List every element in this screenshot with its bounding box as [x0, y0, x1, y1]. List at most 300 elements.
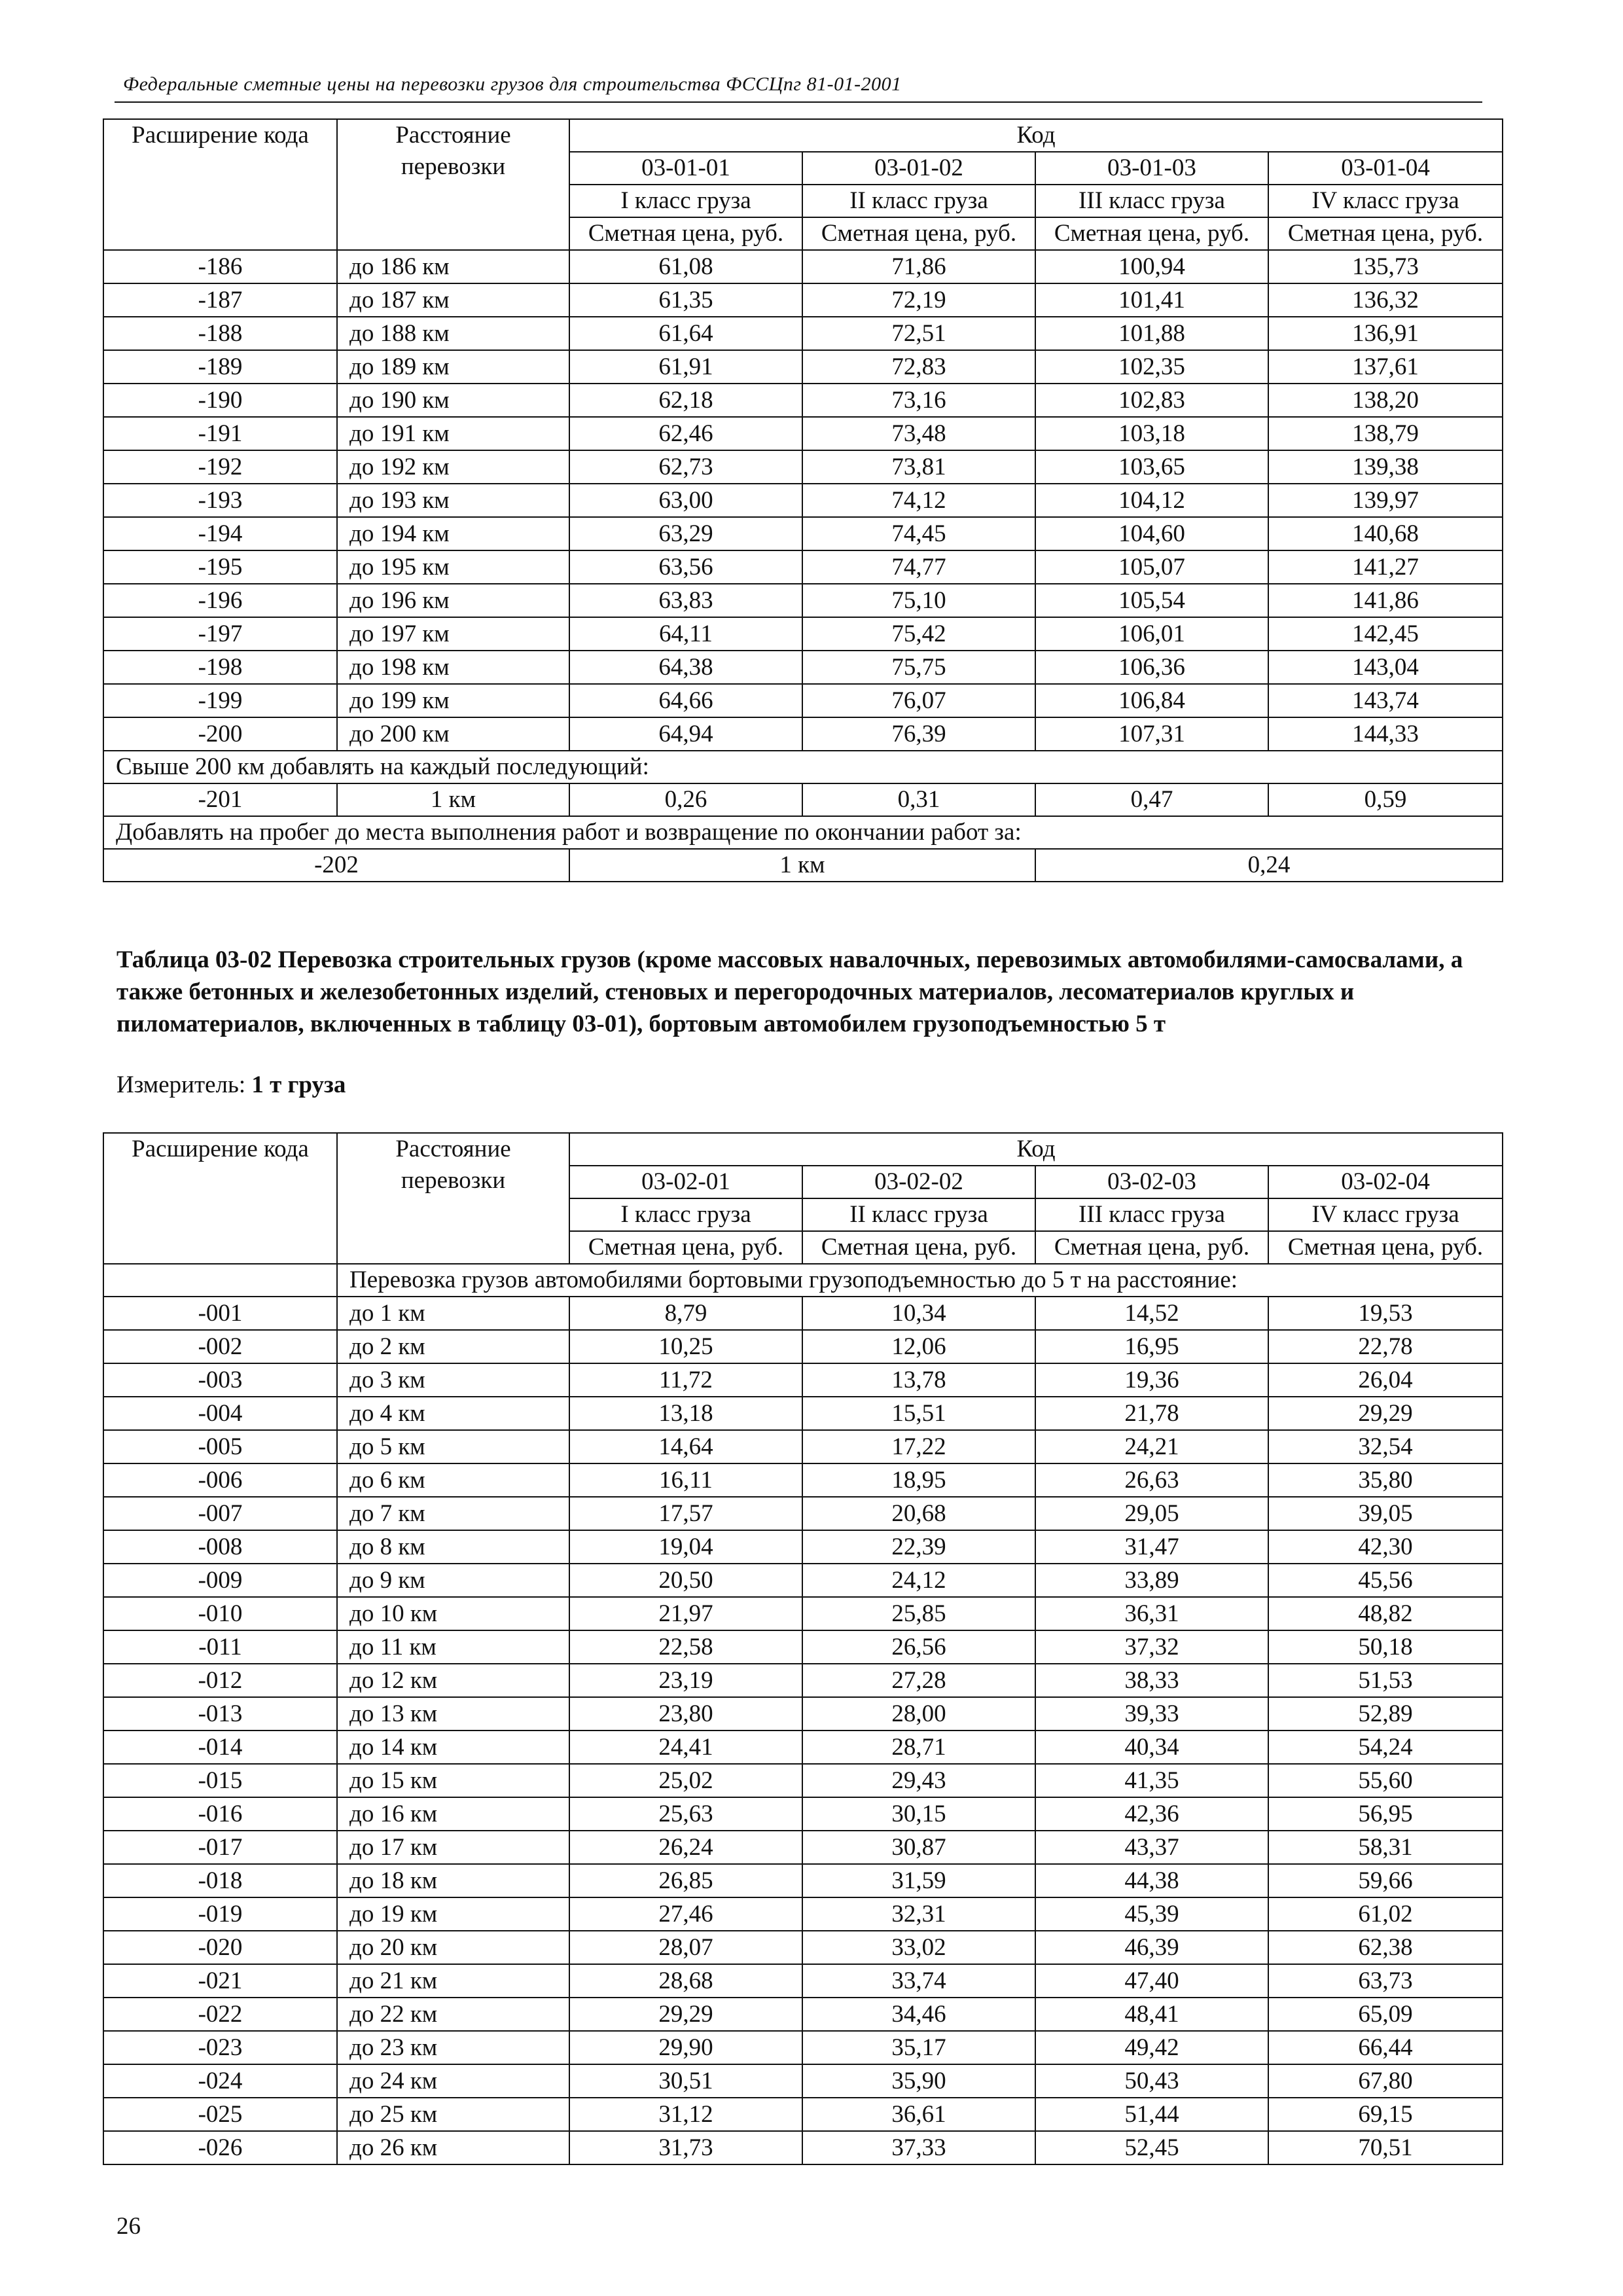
price-cell: 19,53: [1268, 1297, 1503, 1330]
price-cell: 35,17: [802, 2031, 1035, 2064]
code-extension-cell: -006: [103, 1463, 337, 1497]
header-estimated-price: Сметная цена, руб.: [1035, 217, 1268, 250]
distance-cell: до 17 км: [337, 1831, 569, 1864]
price-cell: 64,66: [569, 684, 802, 717]
price-cell: 30,87: [802, 1831, 1035, 1864]
code-extension-cell: -002: [103, 1330, 337, 1363]
price-cell: 75,42: [802, 617, 1035, 651]
price-cell: 29,29: [1268, 1397, 1503, 1430]
code-extension-cell: -012: [103, 1664, 337, 1697]
price-cell: 37,32: [1035, 1630, 1268, 1664]
price-cell: 25,63: [569, 1797, 802, 1831]
price-cell: 136,91: [1268, 317, 1503, 350]
distance-cell: до 20 км: [337, 1931, 569, 1964]
price-cell: 8,79: [569, 1297, 802, 1330]
code-extension-cell: -191: [103, 417, 337, 450]
distance-cell: до 21 км: [337, 1964, 569, 1998]
running-header: Федеральные сметные цены на перевозки грузов для строительства ФССЦпг 81-01-2001: [123, 73, 902, 95]
code-extension-cell: -189: [103, 350, 337, 384]
table-row: [103, 1564, 1503, 1597]
price-cell: 23,19: [569, 1664, 802, 1697]
price-cell: 11,72: [569, 1363, 802, 1397]
header-estimated-price: Сметная цена, руб.: [1268, 1231, 1503, 1264]
price-cell: 74,12: [802, 484, 1035, 517]
price-cell: 137,61: [1268, 350, 1503, 384]
code-extension-cell: -003: [103, 1363, 337, 1397]
price-cell: 29,43: [802, 1764, 1035, 1797]
price-cell: 45,56: [1268, 1564, 1503, 1597]
price-cell: 143,04: [1268, 651, 1503, 684]
price-cell: 106,36: [1035, 651, 1268, 684]
price-cell: 22,78: [1268, 1330, 1503, 1363]
table-row: [103, 1831, 1503, 1864]
header-code-extension: Расширение кода: [103, 119, 337, 250]
price-cell: 15,51: [802, 1397, 1035, 1430]
price-cell: 42,36: [1035, 1797, 1268, 1831]
distance-cell: до 188 км: [337, 317, 569, 350]
distance-cell: до 198 км: [337, 651, 569, 684]
table-row: [103, 350, 1503, 384]
price-cell: 76,07: [802, 684, 1035, 717]
price-cell: 63,83: [569, 584, 802, 617]
price-cell: 100,94: [1035, 250, 1268, 283]
header-code: 03-01-01: [569, 152, 802, 185]
price-cell: 32,54: [1268, 1430, 1503, 1463]
table-row: [103, 684, 1503, 717]
header-kod: Код: [569, 1133, 1503, 1166]
distance-cell: до 22 км: [337, 1998, 569, 2031]
code-extension-cell: -193: [103, 484, 337, 517]
code-extension-cell: -004: [103, 1397, 337, 1430]
price-cell: 65,09: [1268, 1998, 1503, 2031]
price-cell: 141,27: [1268, 550, 1503, 584]
price-cell: 30,15: [802, 1797, 1035, 1831]
price-cell: 61,02: [1268, 1897, 1503, 1931]
price-cell: 32,31: [802, 1897, 1035, 1931]
price-cell: 46,39: [1035, 1931, 1268, 1964]
price-cell: 62,18: [569, 384, 802, 417]
price-cell: 48,41: [1035, 1998, 1268, 2031]
distance-cell: до 26 км: [337, 2131, 569, 2164]
table-row: [103, 717, 1503, 751]
table-row: [103, 1731, 1503, 1764]
table-row: [103, 584, 1503, 617]
code-extension-cell: -015: [103, 1764, 337, 1797]
price-cell: 141,86: [1268, 584, 1503, 617]
distance-cell: до 16 км: [337, 1797, 569, 1831]
price-cell: 103,18: [1035, 417, 1268, 450]
price-cell: 33,74: [802, 1964, 1035, 1998]
table-row: [103, 2031, 1503, 2064]
distance-cell: до 23 км: [337, 2031, 569, 2064]
code-extension-cell: -018: [103, 1864, 337, 1897]
header-code: 03-01-02: [802, 152, 1035, 185]
header-code: 03-02-01: [569, 1166, 802, 1198]
price-cell: 104,60: [1035, 517, 1268, 550]
header-distance: Расстояние перевозки: [337, 119, 569, 250]
code-extension-cell: -187: [103, 283, 337, 317]
price-cell: 31,47: [1035, 1530, 1268, 1564]
price-cell: 62,38: [1268, 1931, 1503, 1964]
code-extension-cell: -019: [103, 1897, 337, 1931]
price-cell: 27,46: [569, 1897, 802, 1931]
price-cell: 30,51: [569, 2064, 802, 2098]
page-number: 26: [116, 2213, 141, 2240]
table-row: [103, 617, 1503, 651]
header-code: 03-01-04: [1268, 152, 1503, 185]
table-row: [103, 1297, 1503, 1330]
price-cell: 105,07: [1035, 550, 1268, 584]
price-cell: 54,24: [1268, 1731, 1503, 1764]
code-extension-cell: -014: [103, 1731, 337, 1764]
price-cell: 25,02: [569, 1764, 802, 1797]
code-extension-cell: -200: [103, 717, 337, 751]
distance-cell: до 193 км: [337, 484, 569, 517]
code-extension-cell: -008: [103, 1530, 337, 1564]
table-cell: 0,31: [802, 783, 1035, 816]
table-row: [103, 1697, 1503, 1731]
price-cell: 10,25: [569, 1330, 802, 1363]
distance-cell: до 13 км: [337, 1697, 569, 1731]
header-code: 03-01-03: [1035, 152, 1268, 185]
price-cell: 63,00: [569, 484, 802, 517]
distance-cell: до 5 км: [337, 1430, 569, 1463]
price-cell: 139,97: [1268, 484, 1503, 517]
table-row: [103, 1363, 1503, 1397]
price-cell: 63,73: [1268, 1964, 1503, 1998]
table-row: [103, 1397, 1503, 1430]
table-cell: 1 км: [569, 849, 1035, 882]
header-cargo-class: IV класс груза: [1268, 185, 1503, 217]
header-distance: Расстояние перевозки: [337, 1133, 569, 1264]
price-cell: 72,51: [802, 317, 1035, 350]
price-cell: 61,64: [569, 317, 802, 350]
distance-cell: до 194 км: [337, 517, 569, 550]
code-extension-cell: -020: [103, 1931, 337, 1964]
distance-cell: до 200 км: [337, 717, 569, 751]
table-row: [103, 1597, 1503, 1630]
price-cell: 13,78: [802, 1363, 1035, 1397]
distance-cell: до 2 км: [337, 1330, 569, 1363]
price-cell: 19,36: [1035, 1363, 1268, 1397]
distance-cell: до 14 км: [337, 1731, 569, 1764]
distance-cell: до 191 км: [337, 417, 569, 450]
table-row: [103, 1430, 1503, 1463]
table-row: [103, 2131, 1503, 2164]
price-cell: 135,73: [1268, 250, 1503, 283]
table-row: [103, 417, 1503, 450]
code-extension-cell: -023: [103, 2031, 337, 2064]
price-cell: 19,04: [569, 1530, 802, 1564]
header-cargo-class: III класс груза: [1035, 185, 1268, 217]
header-estimated-price: Сметная цена, руб.: [569, 1231, 802, 1264]
table-row: [103, 1864, 1503, 1897]
header-estimated-price: Сметная цена, руб.: [569, 217, 802, 250]
table-cell: 0,47: [1035, 783, 1268, 816]
code-extension-cell: -022: [103, 1998, 337, 2031]
price-cell: 29,90: [569, 2031, 802, 2064]
price-cell: 45,39: [1035, 1897, 1268, 1931]
code-extension-cell: -195: [103, 550, 337, 584]
distance-cell: до 4 км: [337, 1397, 569, 1430]
price-cell: 64,38: [569, 651, 802, 684]
price-cell: 17,22: [802, 1430, 1035, 1463]
measure-label: Измеритель:: [116, 1071, 246, 1098]
price-cell: 36,31: [1035, 1597, 1268, 1630]
table-cell: -202: [103, 849, 569, 882]
price-cell: 29,05: [1035, 1497, 1268, 1530]
price-cell: 64,94: [569, 717, 802, 751]
price-cell: 28,07: [569, 1931, 802, 1964]
table-row: [103, 517, 1503, 550]
price-cell: 139,38: [1268, 450, 1503, 484]
header-cargo-class: II класс груза: [802, 185, 1035, 217]
price-cell: 74,45: [802, 517, 1035, 550]
header-cargo-class: I класс груза: [569, 1198, 802, 1231]
table-row: [103, 1330, 1503, 1363]
price-cell: 24,21: [1035, 1430, 1268, 1463]
distance-cell: до 25 км: [337, 2098, 569, 2131]
price-cell: 26,24: [569, 1831, 802, 1864]
header-estimated-price: Сметная цена, руб.: [802, 217, 1035, 250]
price-cell: 22,58: [569, 1630, 802, 1664]
header-code: 03-02-02: [802, 1166, 1035, 1198]
price-cell: 33,02: [802, 1931, 1035, 1964]
distance-cell: до 8 км: [337, 1530, 569, 1564]
distance-cell: до 12 км: [337, 1664, 569, 1697]
code-extension-cell: -005: [103, 1430, 337, 1463]
table-row: [103, 1630, 1503, 1664]
table-row: [103, 550, 1503, 584]
code-extension-cell: -024: [103, 2064, 337, 2098]
price-cell: 31,12: [569, 2098, 802, 2131]
price-cell: 62,73: [569, 450, 802, 484]
price-cell: 55,60: [1268, 1764, 1503, 1797]
code-extension-cell: -016: [103, 1797, 337, 1831]
price-cell: 138,79: [1268, 417, 1503, 450]
table-cell: -201: [103, 783, 337, 816]
code-extension-cell: -026: [103, 2131, 337, 2164]
price-cell: 101,41: [1035, 283, 1268, 317]
code-extension-cell: -199: [103, 684, 337, 717]
distance-cell: до 186 км: [337, 250, 569, 283]
distance-cell: до 187 км: [337, 283, 569, 317]
header-code-extension: Расширение кода: [103, 1133, 337, 1264]
price-cell: 41,35: [1035, 1764, 1268, 1797]
table-row: [103, 317, 1503, 350]
price-cell: 64,11: [569, 617, 802, 651]
price-cell: 61,35: [569, 283, 802, 317]
price-table-03-01: [103, 118, 1503, 882]
price-cell: 17,57: [569, 1497, 802, 1530]
price-cell: 50,43: [1035, 2064, 1268, 2098]
code-extension-cell: -186: [103, 250, 337, 283]
table-cell: 0,26: [569, 783, 802, 816]
price-cell: 49,42: [1035, 2031, 1268, 2064]
section-heading: Перевозка грузов автомобилями бортовыми грузоподъемностью до 5 т на расстояние:: [337, 1264, 1503, 1297]
header-cargo-class: III класс груза: [1035, 1198, 1268, 1231]
distance-cell: до 189 км: [337, 350, 569, 384]
price-cell: 61,08: [569, 250, 802, 283]
price-cell: 24,41: [569, 1731, 802, 1764]
code-extension-cell: -025: [103, 2098, 337, 2131]
price-cell: 22,39: [802, 1530, 1035, 1564]
note-over-200km: Свыше 200 км добавлять на каждый последующий:: [103, 751, 1503, 783]
distance-cell: до 6 км: [337, 1463, 569, 1497]
price-cell: 107,31: [1035, 717, 1268, 751]
price-table-03-02: [103, 1132, 1503, 2165]
table-row: [103, 484, 1503, 517]
measure-line: [116, 1071, 346, 1099]
distance-cell: до 18 км: [337, 1864, 569, 1897]
price-cell: 62,46: [569, 417, 802, 450]
price-cell: 136,32: [1268, 283, 1503, 317]
table-row: [103, 283, 1503, 317]
table-row: [103, 384, 1503, 417]
price-cell: 59,66: [1268, 1864, 1503, 1897]
code-extension-cell: -192: [103, 450, 337, 484]
price-cell: 138,20: [1268, 384, 1503, 417]
code-extension-cell: -011: [103, 1630, 337, 1664]
price-cell: 16,11: [569, 1463, 802, 1497]
price-cell: 31,59: [802, 1864, 1035, 1897]
code-extension-cell: -013: [103, 1697, 337, 1731]
table-row: [103, 1998, 1503, 2031]
price-cell: 21,78: [1035, 1397, 1268, 1430]
price-cell: 25,85: [802, 1597, 1035, 1630]
price-cell: 102,35: [1035, 350, 1268, 384]
price-cell: 43,37: [1035, 1831, 1268, 1864]
price-cell: 42,30: [1268, 1530, 1503, 1564]
code-extension-cell: -196: [103, 584, 337, 617]
header-kod: Код: [569, 119, 1503, 152]
price-cell: 26,85: [569, 1864, 802, 1897]
price-cell: 105,54: [1035, 584, 1268, 617]
table-row: [103, 1931, 1503, 1964]
price-cell: 21,97: [569, 1597, 802, 1630]
distance-cell: до 9 км: [337, 1564, 569, 1597]
price-cell: 61,91: [569, 350, 802, 384]
price-cell: 28,71: [802, 1731, 1035, 1764]
table-row: [103, 450, 1503, 484]
price-cell: 47,40: [1035, 1964, 1268, 1998]
distance-cell: до 190 км: [337, 384, 569, 417]
code-extension-cell: -197: [103, 617, 337, 651]
code-extension-cell: -009: [103, 1564, 337, 1597]
price-cell: 67,80: [1268, 2064, 1503, 2098]
price-cell: 36,61: [802, 2098, 1035, 2131]
price-cell: 24,12: [802, 1564, 1035, 1597]
table-row: [103, 2064, 1503, 2098]
table-row: [103, 1764, 1503, 1797]
price-cell: 56,95: [1268, 1797, 1503, 1831]
header-rule: [115, 101, 1482, 103]
table-row: [103, 1964, 1503, 1998]
price-cell: 50,18: [1268, 1630, 1503, 1664]
header-estimated-price: Сметная цена, руб.: [1268, 217, 1503, 250]
table-caption: Таблица 03-02 Перевозка строительных грузов (кроме массовых навалочных, перевозимых автомобилями-самосвалами, а также бетонных и железобетонных изделий, стеновых и перегородочных материалов, лесоматериалов круглых и пиломатериалов, включенных в таблицу 03-01), бортовым автомобилем грузоподъемностью 5 т: [116, 946, 1463, 1037]
price-cell: 106,84: [1035, 684, 1268, 717]
price-cell: 35,90: [802, 2064, 1035, 2098]
header-code: 03-02-03: [1035, 1166, 1268, 1198]
price-cell: 40,34: [1035, 1731, 1268, 1764]
distance-cell: до 1 км: [337, 1297, 569, 1330]
table-cell: 1 км: [337, 783, 569, 816]
price-cell: 20,50: [569, 1564, 802, 1597]
price-cell: 71,86: [802, 250, 1035, 283]
code-extension-cell: -198: [103, 651, 337, 684]
distance-cell: до 11 км: [337, 1630, 569, 1664]
price-cell: 143,74: [1268, 684, 1503, 717]
table-cell: 0,59: [1268, 783, 1503, 816]
price-cell: 38,33: [1035, 1664, 1268, 1697]
price-cell: 144,33: [1268, 717, 1503, 751]
price-cell: 140,68: [1268, 517, 1503, 550]
price-cell: 26,04: [1268, 1363, 1503, 1397]
table-row: [103, 250, 1503, 283]
price-cell: 20,68: [802, 1497, 1035, 1530]
price-cell: 16,95: [1035, 1330, 1268, 1363]
price-cell: 66,44: [1268, 2031, 1503, 2064]
note-extra-mileage: Добавлять на пробег до места выполнения работ и возвращение по окончании работ за:: [103, 816, 1503, 849]
header-cargo-class: I класс груза: [569, 185, 802, 217]
price-cell: 63,29: [569, 517, 802, 550]
price-cell: 44,38: [1035, 1864, 1268, 1897]
header-estimated-price: Сметная цена, руб.: [1035, 1231, 1268, 1264]
price-cell: 27,28: [802, 1664, 1035, 1697]
code-extension-cell: -017: [103, 1831, 337, 1864]
table-row: [103, 1797, 1503, 1831]
code-extension-cell: -194: [103, 517, 337, 550]
table-body: [103, 1297, 1503, 2164]
price-cell: 73,48: [802, 417, 1035, 450]
price-cell: 37,33: [802, 2131, 1035, 2164]
price-cell: 48,82: [1268, 1597, 1503, 1630]
distance-cell: до 197 км: [337, 617, 569, 651]
price-cell: 104,12: [1035, 484, 1268, 517]
price-cell: 13,18: [569, 1397, 802, 1430]
price-cell: 101,88: [1035, 317, 1268, 350]
price-cell: 26,56: [802, 1630, 1035, 1664]
price-cell: 73,81: [802, 450, 1035, 484]
price-cell: 34,46: [802, 1998, 1035, 2031]
price-cell: 31,73: [569, 2131, 802, 2164]
price-cell: 28,68: [569, 1964, 802, 1998]
table-row: [103, 651, 1503, 684]
price-cell: 39,05: [1268, 1497, 1503, 1530]
price-cell: 10,34: [802, 1297, 1035, 1330]
price-cell: 142,45: [1268, 617, 1503, 651]
distance-cell: до 19 км: [337, 1897, 569, 1931]
code-extension-cell: -188: [103, 317, 337, 350]
price-cell: 23,80: [569, 1697, 802, 1731]
distance-cell: до 24 км: [337, 2064, 569, 2098]
code-extension-cell: -190: [103, 384, 337, 417]
code-extension-cell: -021: [103, 1964, 337, 1998]
distance-cell: до 196 км: [337, 584, 569, 617]
price-cell: 28,00: [802, 1697, 1035, 1731]
code-extension-cell: -001: [103, 1297, 337, 1330]
measure-value: 1 т груза: [251, 1071, 346, 1098]
price-cell: 72,83: [802, 350, 1035, 384]
table-row: [103, 1463, 1503, 1497]
header-cargo-class: II класс груза: [802, 1198, 1035, 1231]
price-cell: 106,01: [1035, 617, 1268, 651]
table-row: [103, 1530, 1503, 1564]
header-estimated-price: Сметная цена, руб.: [802, 1231, 1035, 1264]
header-cargo-class: IV класс груза: [1268, 1198, 1503, 1231]
price-cell: 102,83: [1035, 384, 1268, 417]
